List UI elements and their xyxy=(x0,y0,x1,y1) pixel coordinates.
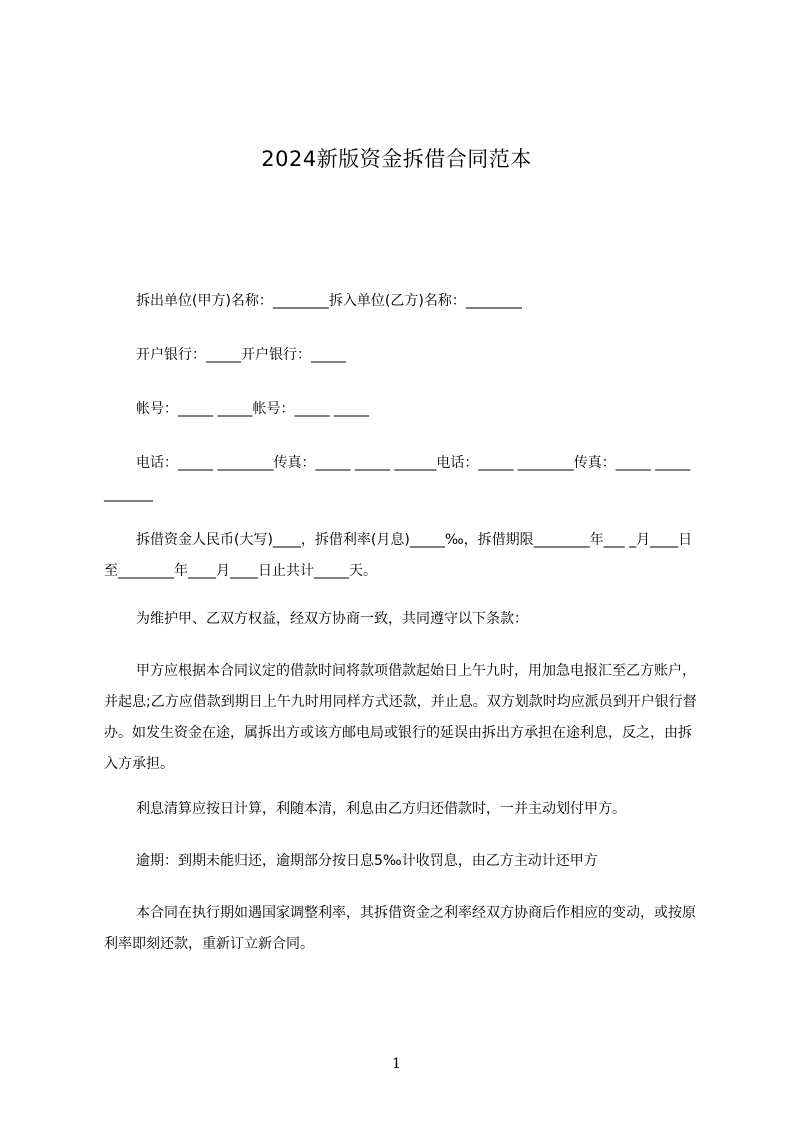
account-line: 帐号：_____ _____帐号：_____ _____ xyxy=(136,401,369,417)
page-number: 1 xyxy=(392,1056,401,1072)
loan-amount-paragraph: 拆借资金人民币(大写)____，拆借利率(月息)_____‰，拆借期限________年___ _月____日至________年____月____日止共计_____天。 xyxy=(104,532,693,579)
bank-line: 开户银行：_____开户银行：_____ xyxy=(136,347,346,363)
phone-fax-line: 电话：_____ ________传真：_____ _____ ______电话：_____ ________传真：_____ _____ _______ xyxy=(104,455,691,502)
transfer-clause: 甲方应根据本合同议定的借款时间将款项借款起始日上午九时，用加急电报汇至乙方账户，并起息;乙方应借款到期日上午九时用同样方式还款，并止息。双方划款时均应派员到开户银行督办。如发生资金在途，属拆出方或该方邮电局或银行的延误由拆出方承担在途利息，反之，由拆入方承担。 xyxy=(104,663,697,772)
rate-adjustment-clause: 本合同在执行期如遇国家调整利率，其拆借资金之利率经双方协商后作相应的变动，或按原利率即刻还款，重新订立新合同。 xyxy=(104,905,696,952)
party-names-line: 拆出单位(甲方)名称：________拆入单位(乙方)名称：________ xyxy=(136,293,522,309)
overdue-clause: 逾期：到期未能归还，逾期部分按日息5‰计收罚息，由乙方主动计还甲方 xyxy=(136,853,598,869)
preamble-paragraph: 为维护甲、乙双方权益，经双方协商一致，共同遵守以下条款： xyxy=(136,611,528,627)
document-title: 2024新版资金拆借合同范本 xyxy=(261,147,532,171)
interest-clause: 利息清算应按日计算，利随本清，利息由乙方归还借款时，一并主动划付甲方。 xyxy=(136,801,626,817)
